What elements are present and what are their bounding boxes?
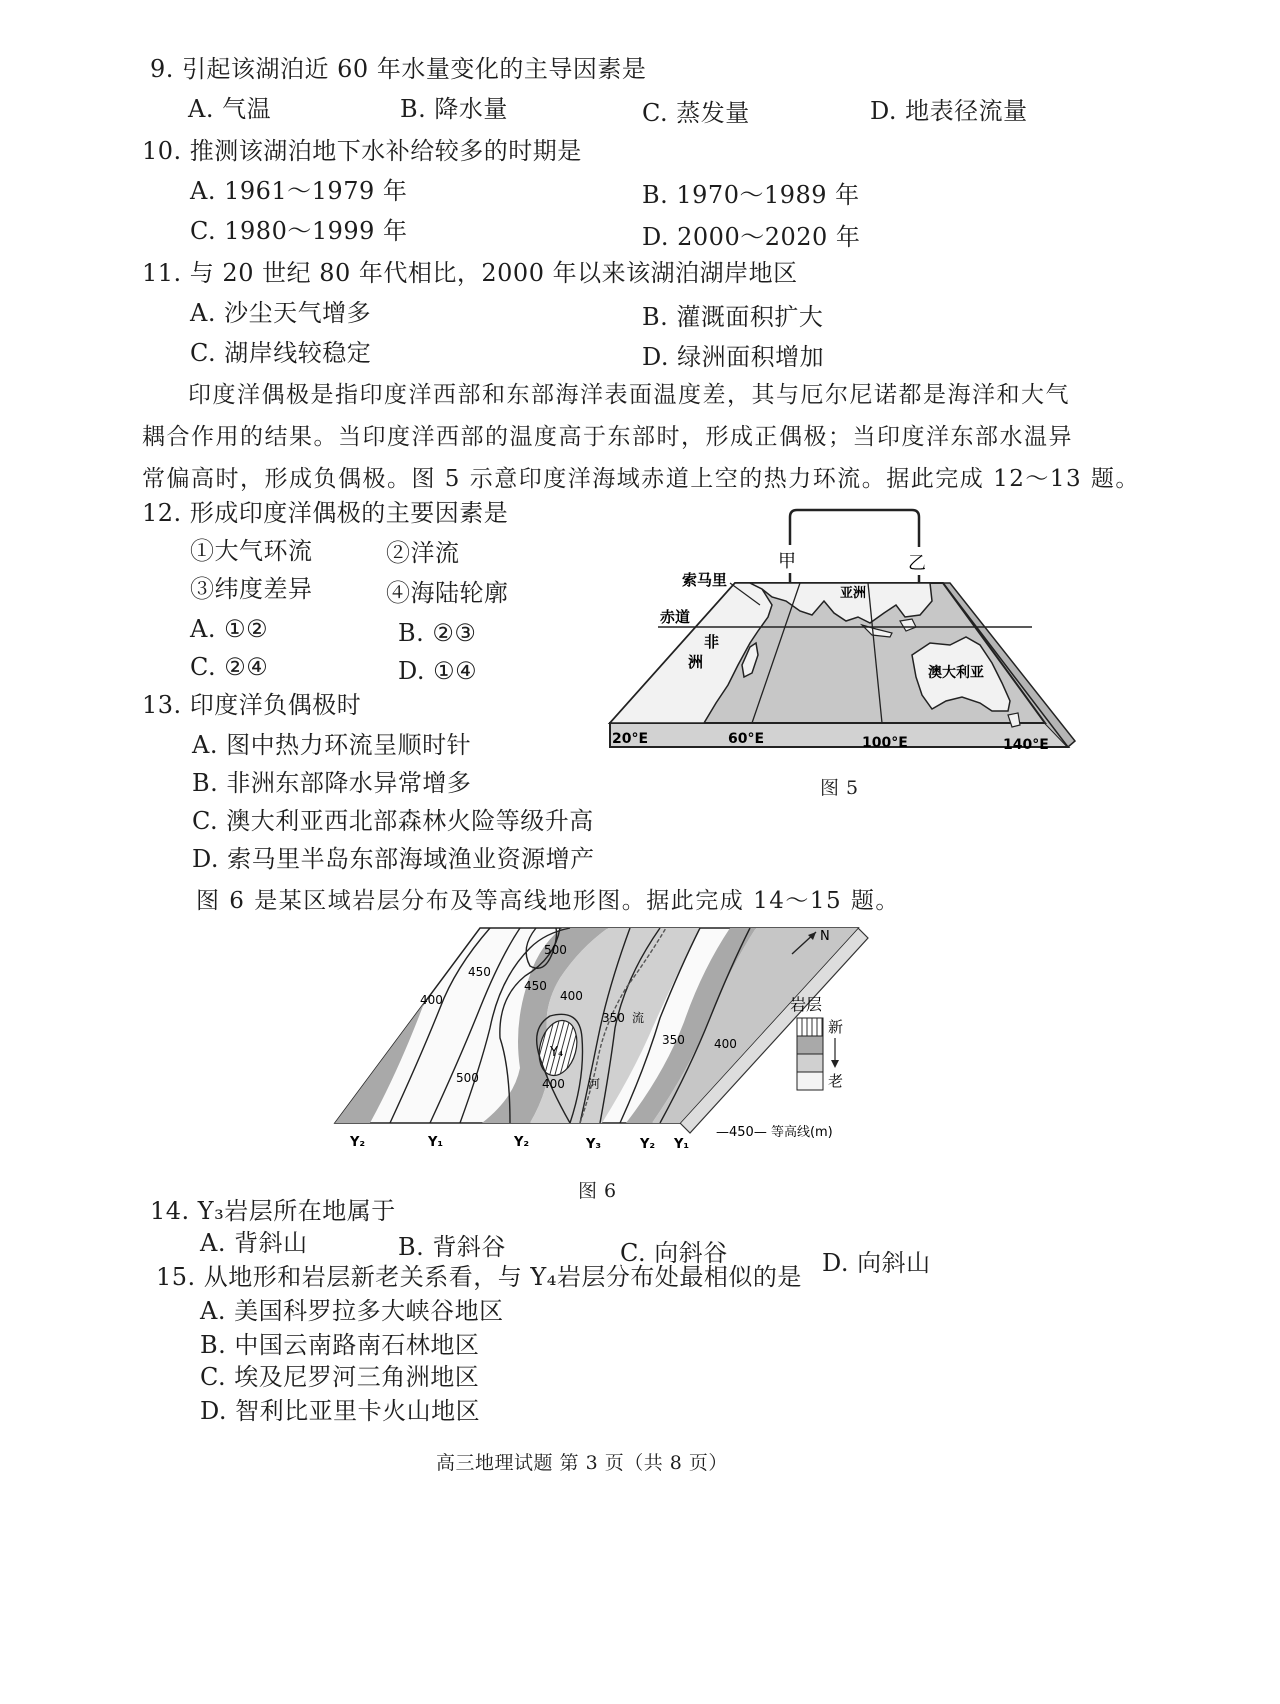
q11-stem: 11. 与 20 世纪 80 年代相比，2000 年以来该湖泊湖岸地区 (142, 259, 798, 287)
q15-option-a[interactable]: A. 美国科罗拉多大峡谷地区 (200, 1297, 504, 1325)
q14-stem: 14. Y₃岩层所在地属于 (150, 1197, 396, 1225)
q9-option-c[interactable]: C. 蒸发量 (642, 99, 750, 127)
q9-stem: 9. 引起该湖泊近 60 年水量变化的主导因素是 (150, 55, 647, 83)
legend-swatch-new (797, 1018, 823, 1036)
contour-label-500-low: 500 (456, 1071, 479, 1085)
q12-factor-2: ②洋流 (386, 539, 460, 567)
q15-option-d[interactable]: D. 智利比亚里卡火山地区 (200, 1397, 481, 1425)
intro-12-13-line-2: 耦合作用的结果。当印度洋西部的温度高于东部时，形成正偶极；当印度洋东部水温异 (142, 424, 1073, 450)
river-label-2: 河 (588, 1077, 601, 1091)
figure-6 (330, 918, 870, 1163)
bottom-label-y1-a: Y₁ (428, 1135, 444, 1150)
q13-option-a[interactable]: A. 图中热力环流呈顺时针 (192, 731, 472, 759)
q13-option-c[interactable]: C. 澳大利亚西北部森林火险等级升高 (192, 807, 594, 835)
q10-option-b[interactable]: B. 1970～1989 年 (642, 181, 860, 209)
q9-option-a[interactable]: A. 气温 (188, 95, 272, 123)
figure-5 (600, 505, 1090, 770)
q11-option-d[interactable]: D. 绿洲面积增加 (642, 343, 825, 371)
label-australia: 澳大利亚 (928, 665, 984, 681)
longitude-20e: 20°E (612, 731, 649, 747)
bottom-label-y2-a: Y₂ (350, 1135, 366, 1150)
legend-title: 岩层 (790, 995, 823, 1014)
north-label: N (820, 929, 830, 944)
label-asia: 亚洲 (840, 586, 867, 601)
intro-12-13-line-1: 印度洋偶极是指印度洋西部和东部海洋表面温度差，其与厄尔尼诺都是海洋和大气 (188, 382, 1070, 408)
q13-option-b[interactable]: B. 非洲东部降水异常增多 (192, 769, 472, 797)
intro-14-15: 图 6 是某区域岩层分布及等高线地形图。据此完成 14～15 题。 (196, 888, 900, 914)
contour-label-400-low: 400 (542, 1077, 565, 1091)
q15-option-b[interactable]: B. 中国云南路南石林地区 (200, 1331, 480, 1359)
q12-option-a[interactable]: A. ①② (190, 615, 269, 643)
longitude-100e: 100°E (862, 735, 908, 751)
legend-new: 新 (828, 1018, 844, 1036)
bottom-label-y1-b: Y₁ (674, 1137, 690, 1152)
contour-label-400-right: 400 (714, 1037, 737, 1051)
legend-swatch-old (797, 1072, 823, 1090)
q11-option-c[interactable]: C. 湖岸线较稳定 (190, 339, 372, 367)
q11-option-b[interactable]: B. 灌溉面积扩大 (642, 303, 824, 331)
q9-option-b[interactable]: B. 降水量 (400, 95, 508, 123)
block-front (610, 723, 1068, 747)
q11-option-a[interactable]: A. 沙尘天气增多 (190, 299, 372, 327)
bottom-label-y2-b: Y₂ (514, 1135, 530, 1150)
contour-label-450-mid: 450 (524, 979, 547, 993)
longitude-60e: 60°E (728, 731, 765, 747)
q12-factor-3: ③纬度差异 (190, 575, 313, 603)
q14-option-d[interactable]: D. 向斜山 (822, 1249, 931, 1277)
bottom-label-y2-c: Y₂ (640, 1137, 656, 1152)
q15-option-c[interactable]: C. 埃及尼罗河三角洲地区 (200, 1363, 480, 1391)
contour-label-400-mid: 400 (560, 989, 583, 1003)
y4-label: Y₄ (550, 1045, 564, 1060)
figure-5-caption: 图 5 (820, 777, 859, 799)
contour-label-500-top: 500 (544, 943, 567, 957)
contour-label-400-left: 400 (420, 993, 443, 1007)
label-yi: 乙 (908, 553, 926, 574)
q12-option-b[interactable]: B. ②③ (398, 619, 477, 647)
q14-option-b[interactable]: B. 背斜谷 (398, 1233, 506, 1261)
river-label-1: 流 (632, 1011, 645, 1025)
contour-label-450-left: 450 (468, 965, 491, 979)
label-africa-1: 非 (704, 633, 720, 651)
q9-option-d[interactable]: D. 地表径流量 (870, 97, 1028, 125)
bottom-label-y3: Y₃ (586, 1137, 602, 1152)
q13-stem: 13. 印度洋负偶极时 (142, 691, 362, 719)
label-jia: 甲 (778, 551, 796, 572)
q12-stem: 12. 形成印度洋偶极的主要因素是 (142, 499, 509, 527)
q12-factor-1: ①大气环流 (190, 537, 313, 565)
legend-old: 老 (828, 1072, 844, 1090)
contour-label-350-mid: 350 (602, 1011, 625, 1025)
label-equator: 赤道 (660, 608, 691, 626)
label-africa-2: 洲 (688, 653, 704, 671)
q14-option-a[interactable]: A. 背斜山 (200, 1229, 308, 1257)
q12-option-d[interactable]: D. ①④ (398, 657, 478, 685)
q15-stem: 15. 从地形和岩层新老关系看，与 Y₄岩层分布处最相似的是 (156, 1263, 802, 1291)
figure-6-caption: 图 6 (578, 1180, 617, 1202)
contour-label-350-right: 350 (662, 1033, 685, 1047)
longitude-140e: 140°E (1003, 737, 1049, 753)
q13-option-d[interactable]: D. 索马里半岛东部海域渔业资源增产 (192, 845, 595, 873)
q10-stem: 10. 推测该湖泊地下水补给较多的时期是 (142, 137, 582, 165)
page-footer: 高三地理试题 第 3 页（共 8 页） (436, 1452, 728, 1474)
q10-option-d[interactable]: D. 2000～2020 年 (642, 223, 861, 251)
q10-option-c[interactable]: C. 1980～1999 年 (190, 217, 408, 245)
label-somalia: 索马里 (682, 571, 728, 589)
legend-swatch-mid (797, 1036, 823, 1054)
q12-factor-4: ④海陆轮廓 (386, 579, 509, 607)
contour-legend: —450— 等高线(m) (716, 1125, 833, 1140)
q14-option-c[interactable]: C. 向斜谷 (620, 1239, 728, 1267)
q12-option-c[interactable]: C. ②④ (190, 653, 269, 681)
q10-option-a[interactable]: A. 1961～1979 年 (190, 177, 408, 205)
intro-12-13-line-3: 常偏高时，形成负偶极。图 5 示意印度洋海域赤道上空的热力环流。据此完成 12～13 题。 (142, 466, 1140, 492)
